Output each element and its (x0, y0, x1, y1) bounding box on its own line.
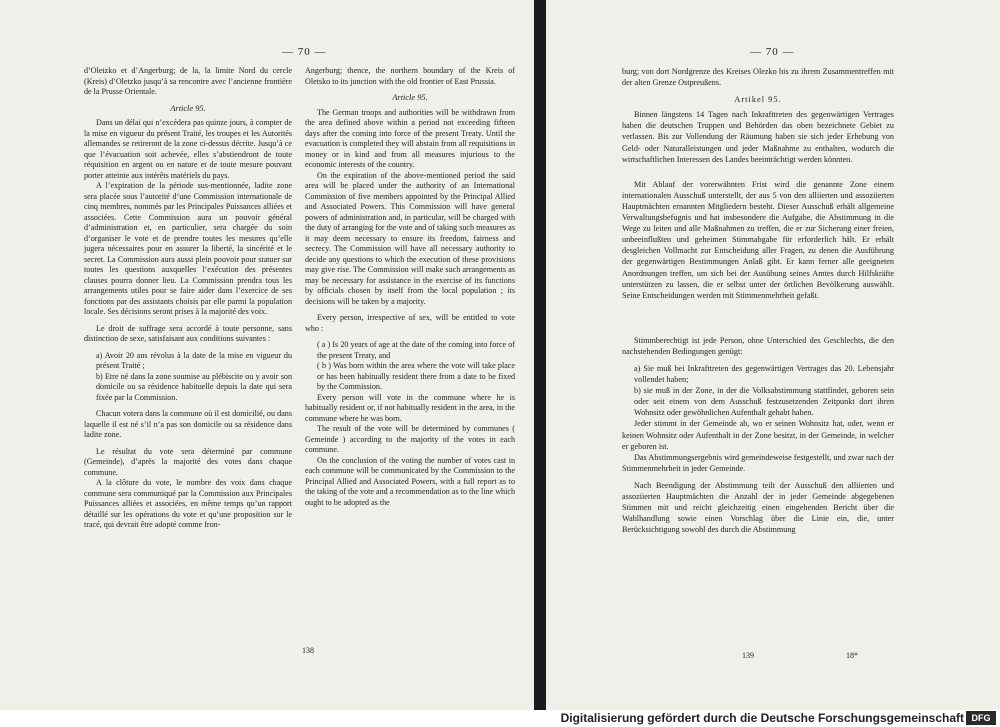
french-article-heading: Article 95. (170, 103, 206, 113)
french-column (84, 66, 292, 531)
right-footer-number: 139 (742, 651, 754, 660)
english-intro: Angerburg; thence, the northern boundary of the Kreis of Oletsko to its junction with the old frontier of East Prussia. (305, 66, 515, 86)
book-gutter (534, 0, 546, 710)
french-item-b: b) Etre né dans la zone soumise au plébiscite ou y avoir son domicile ou sa résidence habituelle depuis la date qui sera fixée par la Commission. (96, 371, 292, 402)
french-paragraph-6: A la clôture du vote, le nombre des voix dans chaque commune sera communiqué par la Commission aux Principales Puissances alliées et associées, en même temps qu’un rapport détaillé sur les opérations du vote et qu’une proposition sur le tracé, qui devrait être adopté comme fron- (84, 478, 292, 529)
english-paragraph-3: Every person, irrespective of sex, will be entitled to vote who : (305, 313, 515, 333)
dfg-logo-icon: DFG (966, 711, 996, 725)
english-paragraph-2: On the expiration of the above-mentioned period the said area will be placed under the authority of an International Commission of five members appointed by the Principal Allied and Associated Powers. This Commission will have general powers of administration and, in particular, will be charged with the duty of arranging for the vote and of taking such measures as it may deem necessary to ensure its freedom, fairness and secrecy. The Commission will have all necessary authority to decide any questions to which the execution of these provisions may give rise. The Commission will make such arrangements as may be necessary for assistance in the exercise of its functions by officials chosen by itself from the local population ; its decisions will be taken by a majority. (305, 170, 515, 306)
german-article-heading: Artikel 95. (734, 95, 782, 105)
english-paragraph-6: On the conclusion of the voting the number of votes cast in each commune will be communicated by the Commission to the Principal Allied and Associated Powers, with a full report as to the taking of the vote and a recommendation as to the line which ought to be adopted as the (305, 455, 515, 507)
right-footer-signature: 18* (846, 651, 858, 660)
right-page-number: — 70 — (750, 46, 795, 58)
german-paragraph-1: Binnen längstens 14 Tagen nach Inkrafttreten des gegenwärtigen Vertrages haben die deutschen Truppen und Behörden das oben bezeichnete Gebiet zu verlassen. Bis zur Vollendung der Räumung haben sie sich jeder Erhebung von Geld- oder Naturalleistungen und jeder Maßnahme zu enthalten, wodurch die wirtschaftlichen Interessen des Landes beeinträchtigt werden könnten. (622, 110, 894, 164)
credit-bar (0, 710, 1000, 727)
french-paragraph-4: Chacun votera dans la commune où il est domicilié, ou dans laquelle il est né s’il n’a pas son domicile ou sa résidence dans ladite zone. (84, 409, 292, 439)
german-paragraph-3: Stimmberechtigt ist jede Person, ohne Unterschied des Geschlechts, die den nachstehenden Bedingungen genügt: (622, 335, 894, 356)
french-paragraph-2: A l’expiration de la période sus-mentionnée, ladite zone sera placée sous l’autorité d’une Commission internationale de cinq membres, nommés par les Principales Puissances alliées et associées. Cette Commission aura un pouvoir général d’administration et, en particulier, sera chargée du soin d’organiser le vote et de prendre toutes les mesures qu’elle jugera nécessaires pour en assurer la liberté, la sincérité et le secret. La Commission aura aussi plein pouvoir pour statuer sur toutes les questions auxquelles l’exécution des présentes clauses pourra donner lieu. La Commission prendra tous les arrangements utiles pour se faire aider dans l’exercice de ses fonctions par des assistants choisis par elle parmi la population locale. Ses décisions seront prises à la majorité des voix. (84, 181, 292, 316)
german-paragraph-4: Jeder stimmt in der Gemeinde ab, wo er seinen Wohnsitz hat, oder, wenn er keinen Wohnsitz oder Aufenthalt in der Zone besitzt, in der Gemeinde, in welcher er geboren ist. (622, 419, 894, 451)
english-item-a: ( a ) Is 20 years of age at the date of the coming into force of the present Treaty, and (317, 340, 515, 360)
english-article-heading: Article 95. (392, 93, 428, 102)
german-item-a: a) Sie muß bei Inkrafttreten des gegenwärtigen Vertrages das 20. Lebensjahr vollendet haben; (634, 363, 894, 385)
german-intro: burg; von dort Nordgrenze des Kreises Olezko bis zu ihrem Zusammentreffen mit der alten Grenze Ostpreußens. (622, 67, 894, 88)
french-paragraph-1: Dans un délai qui n’excédera pas quinze jours, à compter de la mise en vigueur du présent Traité, les troupes et les Autorités allemandes se retireront de la zone ci-dessus décrite. Jusqu’à ce que l’évacuation soit achevée, elles s’abstiendront de toute réquisition en argent ou en nature et de toute mesure pouvant porter atteinte aux intérêts matériels du pays. (84, 118, 292, 180)
english-item-b: ( b ) Was born within the area where the vote will take place or has been habitually resident there from a date to be fixed by the Commission. (317, 361, 515, 391)
german-column (622, 66, 894, 535)
german-item-b: b) sie muß in der Zone, in der die Volksabstimmung stattfindet, geboren sein oder seit einem von dem Ausschuß festzusetzenden Zeitpunkt dort ihren Wohnsitz oder gewöhnlichen Aufenthalt gehabt haben. (634, 386, 894, 418)
english-column (305, 66, 515, 508)
left-page-number: — 70 — (282, 46, 327, 58)
dfg-credit-text: Digitalisierung gefördert durch die Deutsche Forschungsgemeinschaft (560, 711, 964, 725)
left-footer-number: 138 (302, 646, 314, 655)
french-paragraph-5: Le résultat du vote sera déterminé par commune (Gemeinde), d’après la majorité des votes dans chaque commune. (84, 446, 292, 477)
french-paragraph-3: Le droit de suffrage sera accordé à toute personne, sans distinction de sexe, satisfaisant aux conditions suivantes : (84, 323, 292, 343)
german-paragraph-2: Mit Ablauf der vorerwähnten Frist wird die genannte Zone einem internationalen Ausschuß unterstellt, der aus 5 von den alliierten und assoziierten Hauptmächten ernannten Mitgliedern besteht. Dieser Ausschuß erhält allgemeine Verwaltungsbefugnis und hat insbesondere die Aufgabe, die Abstimmung in die Wege zu leiten und alle Maßnahmen zu treffen, die er zur Sicherung einer freien, unbeeinflußten und geheimen Stimmabgabe für erforderlich hält. Er erhält desgleichen Vollmacht zur Entscheidung aller Fragen, zu denen die Ausführung der gegenwärtigen Bestimmungen Anlaß gibt. Er kann ferner alle geeigneten Anordnungen treffen, um sich bei der Ausübung seines Amtes durch Hilfskräfte unterstützen zu lassen, die er selbst unter der örtlichen Bevölkerung auswählt. Seine Entscheidungen werden mit Stimmenmehrheit gefaßt. (622, 179, 894, 300)
french-item-a: a) Avoir 20 ans révolus à la date de la mise en vigueur du présent Traité ; (96, 350, 292, 370)
english-paragraph-1: The German troops and authorities will be withdrawn from the area defined above within a period not exceeding fifteen days after the coming into force of the present Treaty. Until the evacuation is completed they will abstain from all requisitions in money or in kind and from all measures injurious to the economic interests of the country. (305, 107, 515, 169)
english-paragraph-5: The result of the vote will be determined by communes ( Gemeinde ) according to the majority of the votes in each commune. (305, 424, 515, 454)
german-paragraph-6: Nach Beendigung der Abstimmung teilt der Ausschuß den alliierten und assoziierten Hauptmächten die Anzahl der in jeder Gemeinde abgegebenen Stimmen mit und reicht gleichzeitig einen eingehenden Bericht über die Wahlhandlung sowie einen Vorschlag über die Linie ein, die, unter Berücksichtigung sowohl des durch die Abstimmung (622, 480, 894, 535)
french-intro: d’Oletzko et d’Angerburg; de la, la limite Nord du cercle (Kreis) d’Oletzko jusqu’à sa rencontre avec l’ancienne frontière de la Prusse Orientale. (84, 66, 292, 96)
german-paragraph-5: Das Abstimmungsergebnis wird gemeindeweise festgestellt, und zwar nach der Stimmenmehrheit in jeder Gemeinde. (622, 452, 894, 473)
english-paragraph-4: Every person will vote in the commune where he is habitually resident or, if not habitually resident in the area, in the commune where he was born. (305, 392, 515, 423)
